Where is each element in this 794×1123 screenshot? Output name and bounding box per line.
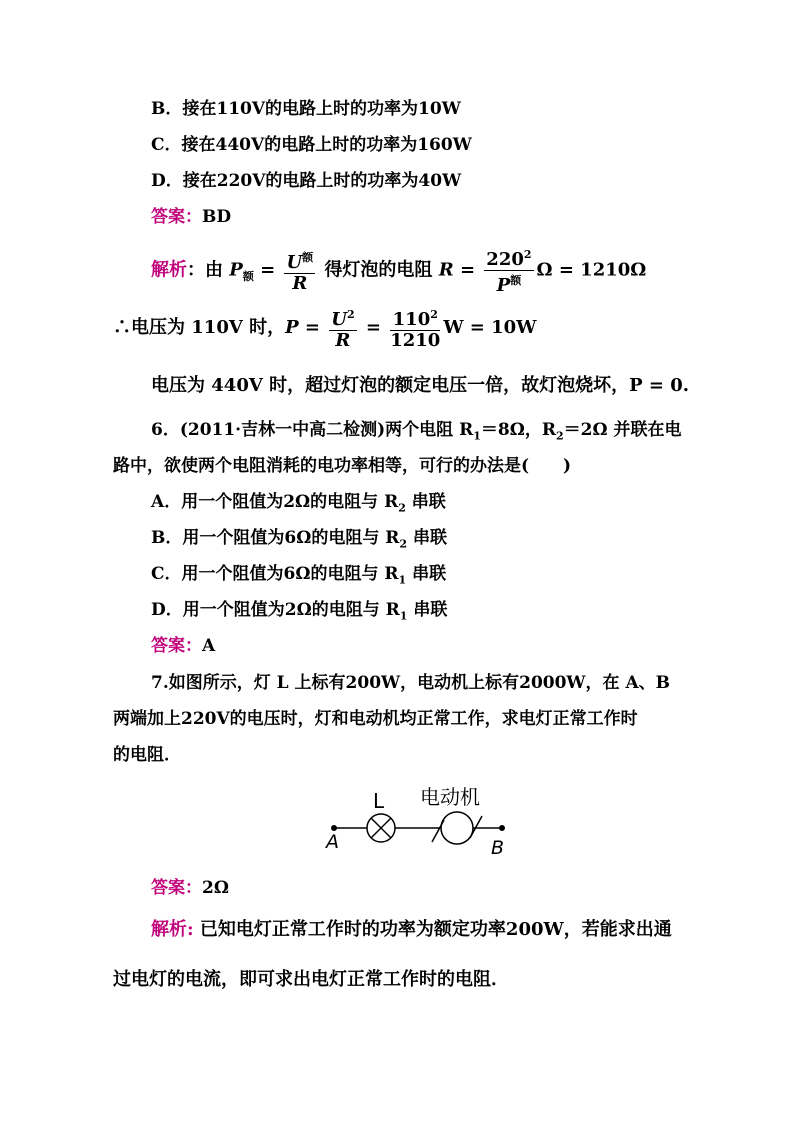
q7-line1: 7.如图所示，灯 L 上标有200W，电动机上标有2000W，在 A、B: [151, 673, 670, 693]
sup-2c: 2: [430, 308, 438, 321]
q6-text-b: ＝8Ω，R: [480, 420, 556, 440]
equals: =: [253, 259, 282, 281]
q7-analysis-line2: 过电灯的电流，即可求出电灯正常工作时的电阻．: [113, 969, 509, 990]
q6-line1: [151, 420, 682, 446]
p-equation: P =: [285, 317, 327, 338]
answer-label: 答案：: [151, 207, 202, 227]
analysis-line2-pre: ∴电压为 110V 时，: [113, 317, 286, 338]
q6-text-a: 6．(2011·吉林一中高二检测)两个电阻 R: [151, 420, 474, 440]
q6-option-d: [151, 600, 447, 626]
sup-2: 2: [523, 248, 532, 261]
lamp-label: L: [373, 789, 385, 813]
circuit-diagram: [320, 780, 520, 860]
fraction-u2-over-r: [329, 305, 356, 351]
analysis-label: 解析:: [151, 919, 194, 940]
option-text: C．用一个阻值为6Ω的电阻与 R: [151, 564, 399, 584]
q5-answer: [151, 207, 231, 227]
motor-slash-1: [432, 820, 444, 842]
sup-2b: 2: [346, 308, 355, 321]
p-symbol: P: [496, 275, 511, 296]
terminal-a-label: A: [326, 831, 339, 853]
answer-value: 2Ω: [202, 878, 229, 898]
option-end: 串联: [405, 492, 446, 512]
answer-label: 答案：: [151, 878, 202, 898]
fraction-u-over-r: [284, 248, 315, 294]
option-end: 串联: [407, 600, 448, 620]
motor-icon: [441, 812, 473, 844]
rated-sup: 额: [302, 250, 314, 264]
option-sub: 1: [399, 609, 408, 623]
q6-answer: [151, 636, 215, 656]
q5-analysis-line2: ∴电压为 110V 时，P = $\frac{U^2}{R}$ = $\frac{110^2}{1210}$ W = 10W: [113, 305, 536, 351]
option-text: B．用一个阻值为6Ω的电阻与 R: [151, 528, 400, 548]
terminal-b-dot: [499, 825, 505, 831]
u-symbol: U: [286, 251, 303, 273]
answer-value: A: [202, 636, 216, 656]
option-sub: 2: [398, 501, 406, 515]
q5-analysis-line3: 电压为 440V 时，超过灯泡的额定电压一倍，故灯泡烧坏，P = 0.: [151, 375, 690, 396]
terminal-b-label: B: [491, 837, 505, 859]
num-110: 110: [392, 309, 431, 330]
q7-answer: [151, 878, 229, 898]
answer-value: BD: [202, 207, 232, 227]
q5-analysis-line1: [151, 245, 646, 299]
analysis-label: 解析: [151, 259, 187, 281]
option-sub: 2: [399, 537, 408, 551]
q5-option-b: B．接在110V的电路上时的功率为10W: [151, 99, 461, 119]
q7-line3: 的电阻．: [113, 745, 181, 765]
analysis-text: 已知电灯正常工作时的功率为额定功率200W，若能求出通: [193, 919, 672, 940]
num-220: 220: [486, 249, 524, 270]
q6-sub2: 2: [555, 429, 564, 443]
answer-label: 答案：: [151, 636, 202, 656]
q6-sub1: 1: [473, 429, 481, 443]
r-symbol-2: R: [335, 330, 351, 351]
option-end: 串联: [407, 528, 447, 548]
option-text: D．用一个阻值为2Ω的电阻与 R: [151, 600, 400, 620]
q7-line2: 两端加上220V的电压时，灯和电动机均正常工作，求电灯正常工作时: [113, 709, 638, 729]
r-symbol: R: [292, 272, 308, 294]
option-text: A．用一个阻值为2Ω的电阻与 R: [151, 492, 399, 512]
den-1210: 1210: [390, 330, 441, 351]
q7-analysis-line1: [151, 920, 672, 940]
rated-sub: 额: [242, 270, 254, 284]
resistance-result: Ω = 1210Ω: [536, 259, 647, 281]
power-result: W = 10W: [443, 317, 537, 338]
motor-slash-2: [470, 816, 482, 838]
fraction-220-over-p: [484, 245, 533, 296]
fraction-110-over-1210: [390, 305, 440, 351]
option-sub: 1: [398, 573, 407, 587]
power-symbol: P: [229, 259, 243, 281]
q6-line2: 路中，欲使两个电阻消耗的电功率相等，可行的办法是( ): [113, 456, 572, 476]
motor-label: 电动机: [420, 785, 480, 809]
q6-option-a: [151, 492, 446, 518]
u2-symbol: U: [331, 309, 347, 330]
q6-option-b: [151, 528, 447, 554]
r-equation: R =: [438, 259, 482, 281]
analysis-mid-text: 得灯泡的电阻: [324, 259, 433, 281]
rated-sup-2: 额: [510, 274, 522, 287]
q6-text-c: ＝2Ω 并联在电: [563, 420, 682, 440]
option-end: 串联: [406, 564, 447, 584]
q5-option-c: C．接在440V的电路上时的功率为160W: [151, 135, 472, 155]
analysis-text: ：由: [187, 259, 223, 281]
q6-option-c: [151, 564, 446, 590]
q5-option-d: D．接在220V的电路上时的功率为40W: [151, 171, 462, 191]
